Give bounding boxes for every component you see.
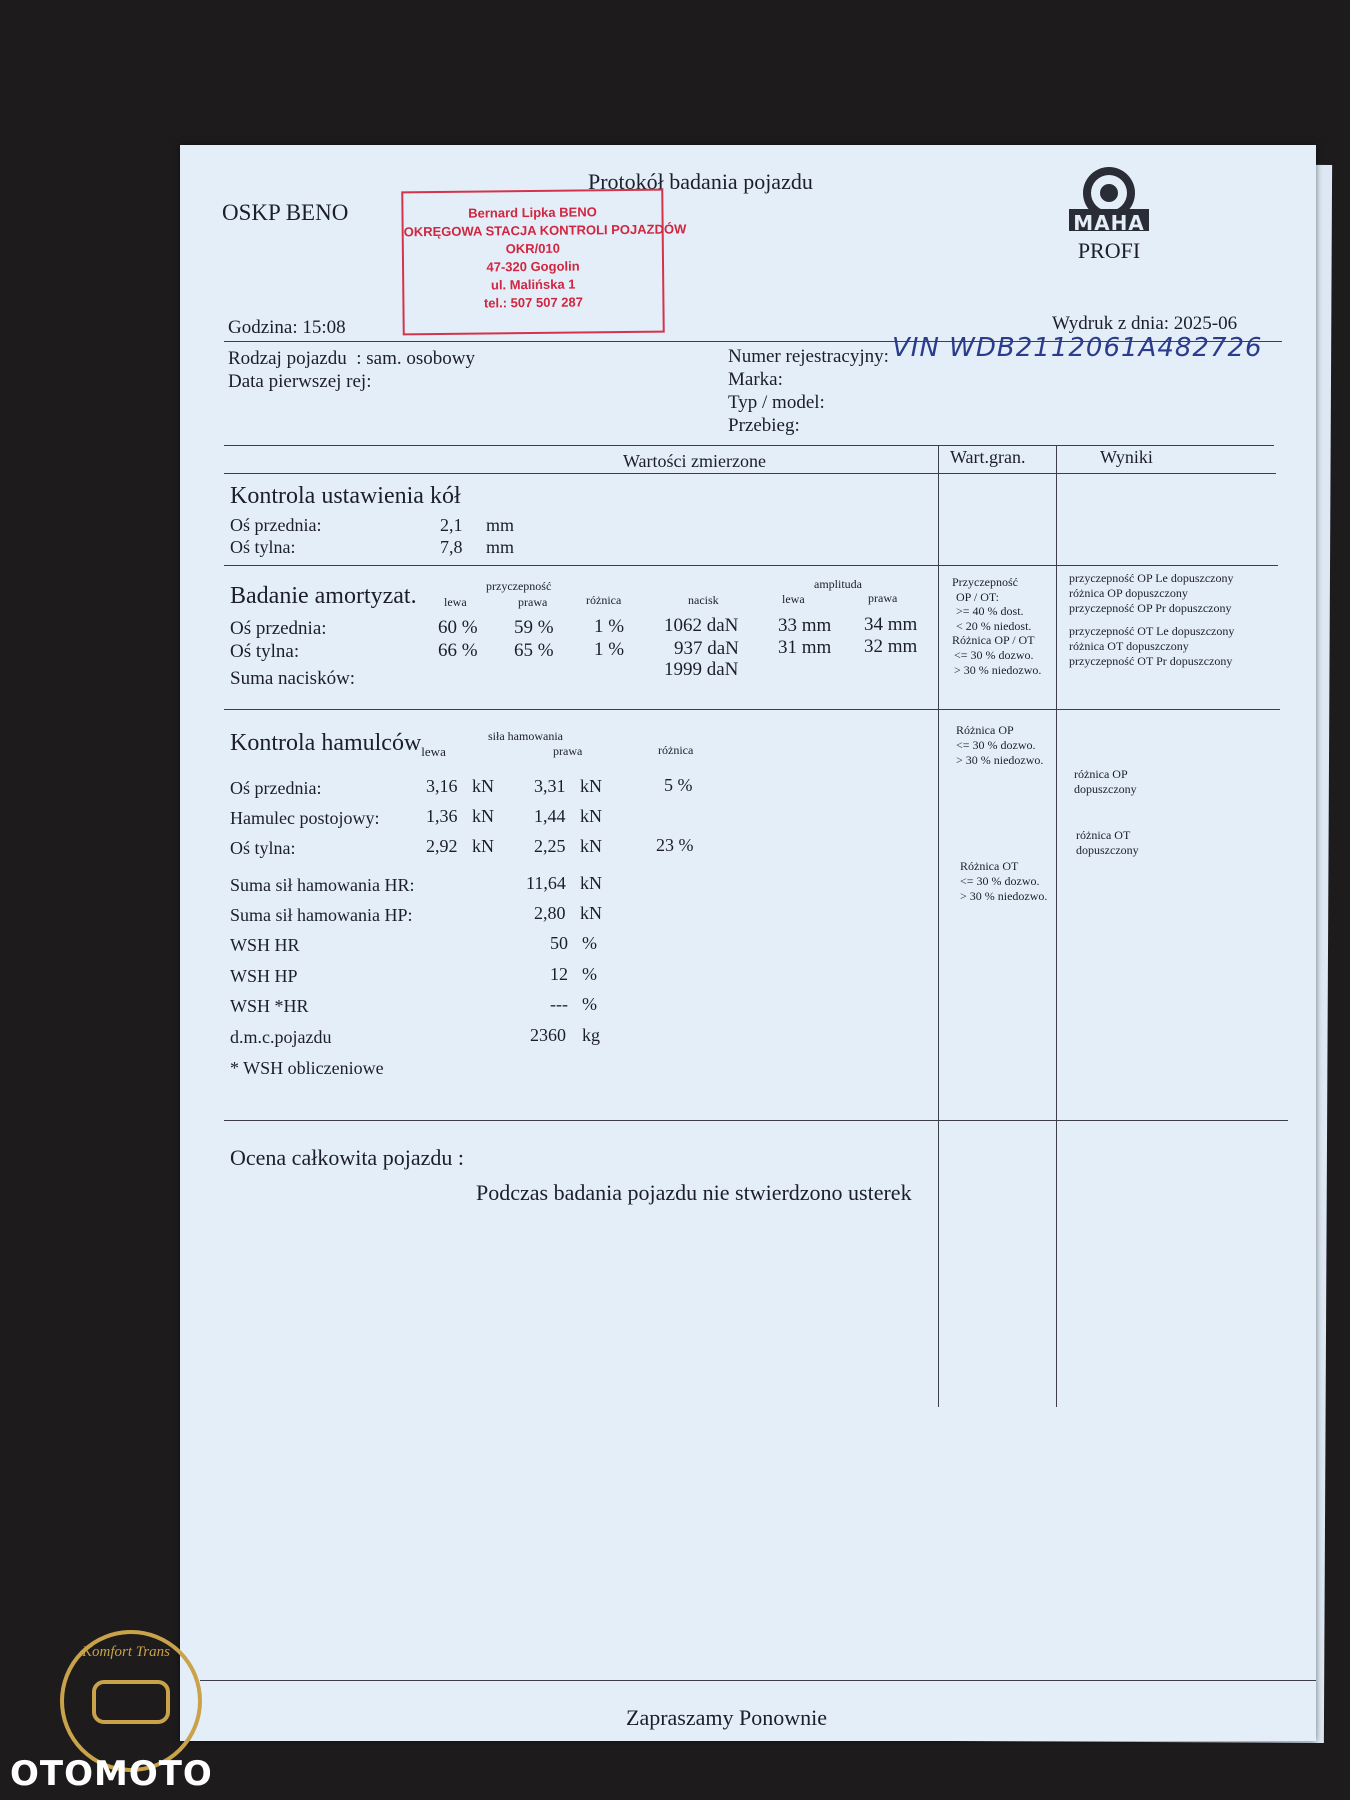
gvw-unit: kg xyxy=(582,1025,600,1045)
shocks-rear-amp-right: 32 mm xyxy=(864,636,918,657)
column-divider xyxy=(938,445,939,1407)
shocks-front-load: 1062 daN xyxy=(664,615,739,636)
brakes-rear-right-unit: kN xyxy=(580,836,602,856)
brake-sum-hr-unit: kN xyxy=(580,873,602,893)
alignment-front-label: Oś przednia: xyxy=(230,515,322,535)
shocks-rear-label: Oś tylna: xyxy=(230,641,300,662)
results-header: Wyniki xyxy=(1100,447,1153,467)
assessment-label: Ocena całkowita pojazdu : xyxy=(230,1145,464,1170)
shocks-rear-amp-left: 31 mm xyxy=(778,637,832,658)
shocks-front-right: 59 % xyxy=(514,617,554,638)
stamp-line: 47-320 Gogolin xyxy=(486,258,580,275)
brake-sum-hp-label: Suma sił hamowania HP: xyxy=(230,905,413,925)
shocks-amp-right-header: prawa xyxy=(868,591,898,605)
brake-sum-hp-value: 2,80 xyxy=(534,903,566,923)
brakes-title: Kontrola hamulców$_{lewa}$ xyxy=(230,730,446,759)
wsh-footnote: * WSH obliczeniowe xyxy=(230,1058,384,1078)
limits-header: Wart.gran. xyxy=(950,447,1026,467)
make-label: Marka: xyxy=(728,369,783,390)
brakes-rear-left: 2,92 xyxy=(426,836,458,856)
shocks-rear-left: 66 % xyxy=(438,640,478,661)
shocks-front-diff: 1 % xyxy=(594,616,625,637)
alignment-rear-label: Oś tylna: xyxy=(230,537,296,557)
shocks-limits: Przyczepność OP / OT: >= 40 % dost. < 20 % niedost. Różnica OP / OT <= 30 % dozwo. > 30 % niedozwo. xyxy=(952,575,1042,677)
inspection-report xyxy=(180,145,1316,1741)
first-registration-label: Data pierwszej rej: xyxy=(228,371,372,392)
mileage-label: Przebieg: xyxy=(728,415,800,436)
wsh-star-hr-unit: % xyxy=(582,994,597,1014)
shocks-front-amp-right: 34 mm xyxy=(864,614,918,635)
brake-sum-hr-label: Suma sił hamowania HR: xyxy=(230,875,415,895)
registration-handwritten-vin: VIN WDB2112061A482726 xyxy=(892,333,1263,363)
shocks-diff-header: różnica xyxy=(586,593,622,607)
brakes-limits-ot: Różnica OT <= 30 % dozwo. > 30 % niedozwo. xyxy=(960,859,1048,903)
truck-icon xyxy=(92,1680,170,1724)
wsh-hr-value: 50 xyxy=(550,933,568,953)
stamp-line: ul. Malińska 1 xyxy=(490,276,576,293)
vehicle-type: Rodzaj pojazdu : sam. osobowy xyxy=(228,348,475,369)
brakes-rear-right: 2,25 xyxy=(534,836,566,856)
section-divider xyxy=(224,565,1278,566)
brakes-rear-label: Oś tylna: xyxy=(230,838,296,858)
shocks-sum-value: 1999 daN xyxy=(664,659,739,680)
wsh-hp-label: WSH HP xyxy=(230,966,298,986)
maha-brand: MAHA xyxy=(1073,211,1145,235)
stamp-line: OKR/010 xyxy=(505,240,561,257)
wsh-star-hr-label: WSH *HR xyxy=(230,996,309,1016)
document-title: Protokół badania pojazdu xyxy=(588,169,813,194)
brakes-parking-left: 1,36 xyxy=(426,806,458,826)
measured-header: Wartości zmierzone xyxy=(623,451,766,471)
brakes-front-right: 3,31 xyxy=(534,776,566,796)
station-name: OSKP BENO xyxy=(222,200,349,225)
komfort-trans-badge xyxy=(60,1630,202,1772)
gvw-value: 2360 xyxy=(530,1025,566,1045)
shocks-load-header: nacisk xyxy=(688,593,719,607)
wsh-hp-value: 12 xyxy=(550,964,568,984)
assessment-result: Podczas badania pojazdu nie stwierdzono usterek xyxy=(476,1180,912,1205)
brakes-rear-left-unit: kN xyxy=(472,836,494,856)
stamp-line: Bernard Lipka BENO xyxy=(468,204,597,221)
alignment-title: Kontrola ustawienia kół xyxy=(230,483,461,509)
brakes-front-label: Oś przednia: xyxy=(230,778,322,798)
brakes-force-header: siła hamowania xyxy=(488,729,563,743)
time-value: 15:08 xyxy=(302,317,346,338)
brakes-parking-right-unit: kN xyxy=(580,806,602,826)
brakes-result-ot: różnica OT dopuszczony xyxy=(1076,828,1139,857)
shocks-amp-left-header: lewa xyxy=(782,592,805,606)
shocks-rear-diff: 1 % xyxy=(594,639,625,660)
shocks-rear-load: 937 daN xyxy=(674,638,739,659)
table-header-border xyxy=(224,473,1276,474)
brake-sum-hp-unit: kN xyxy=(580,903,602,923)
shocks-front-left: 60 % xyxy=(438,617,478,638)
otomoto-watermark: OTOMOTO xyxy=(10,1754,213,1794)
brakes-parking-left-unit: kN xyxy=(472,806,494,826)
alignment-front-value: 2,1 xyxy=(440,515,463,535)
shocks-sum-label: Suma nacisków: xyxy=(230,668,356,689)
shocks-rear-right: 65 % xyxy=(514,640,554,661)
brakes-right-header: prawa xyxy=(553,744,583,758)
shocks-left-header: lewa xyxy=(444,595,467,609)
maha-sub: PROFI xyxy=(1077,238,1141,263)
brakes-front-left: 3,16 xyxy=(426,776,458,796)
shocks-front-label: Oś przednia: xyxy=(230,618,327,639)
print-date-value: 2025-06 xyxy=(1173,313,1238,334)
registration-label: Numer rejestracyjny: xyxy=(728,346,889,367)
brakes-parking-right: 1,44 xyxy=(534,806,566,826)
alignment-rear-value: 7,8 xyxy=(440,537,463,557)
stamp-line: OKRĘGOWA STACJA KONTROLI POJAZDÓW xyxy=(403,221,687,240)
shocks-right-header: prawa xyxy=(518,595,548,609)
wsh-hr-label: WSH HR xyxy=(230,935,300,955)
station-stamp xyxy=(401,189,687,336)
wsh-star-hr-value: --- xyxy=(550,994,568,1014)
wsh-hp-unit: % xyxy=(582,964,597,984)
shocks-results: przyczepność OP Le dopuszczony różnica OP dopuszczony przyczepność OP Pr dopuszczony przyczepność OT Le dopuszczony różnica OT dopuszczony przyczepność OT Pr dopuszczony xyxy=(1069,571,1235,668)
brakes-parking-label: Hamulec postojowy: xyxy=(230,808,380,828)
maha-logo xyxy=(1064,165,1154,264)
brakes-limits-op: Różnica OP <= 30 % dozwo. > 30 % niedozwo. xyxy=(956,723,1044,767)
shocks-adhesion-header: przyczepność xyxy=(486,579,552,593)
section-divider xyxy=(224,709,1280,710)
stamp-line: tel.: 507 507 287 xyxy=(483,294,584,311)
wsh-hr-unit: % xyxy=(582,933,597,953)
brakes-front-right-unit: kN xyxy=(580,776,602,796)
footer-text: Zapraszamy Ponownie xyxy=(626,1705,827,1730)
alignment-front-unit: mm xyxy=(486,515,515,535)
badge-text: Komfort Trans xyxy=(82,1644,170,1660)
brakes-diff-header: różnica xyxy=(658,743,694,757)
print-date: Wydruk z dnia: 2025-06 xyxy=(1052,313,1238,334)
brakes-front-diff: 5 % xyxy=(664,775,693,795)
shocks-title: Badanie amortyzat. xyxy=(230,583,417,609)
brakes-result-op: różnica OP dopuszczony xyxy=(1074,767,1137,796)
table-top-border xyxy=(224,445,1274,446)
table-bottom-border xyxy=(224,1120,1288,1121)
alignment-rear-unit: mm xyxy=(486,537,515,557)
model-label: Typ / model: xyxy=(728,392,825,413)
footer-divider xyxy=(200,1680,1316,1681)
brakes-front-left-unit: kN xyxy=(472,776,494,796)
brake-sum-hr-value: 11,64 xyxy=(526,873,566,893)
column-divider xyxy=(1056,445,1057,1407)
shocks-amplitude-header: amplituda xyxy=(814,577,862,591)
gvw-label: d.m.c.pojazdu xyxy=(230,1027,332,1047)
brakes-rear-diff: 23 % xyxy=(656,835,694,855)
time-label: Godzina: 15:08 xyxy=(228,317,346,338)
shocks-front-amp-left: 33 mm xyxy=(778,615,832,636)
